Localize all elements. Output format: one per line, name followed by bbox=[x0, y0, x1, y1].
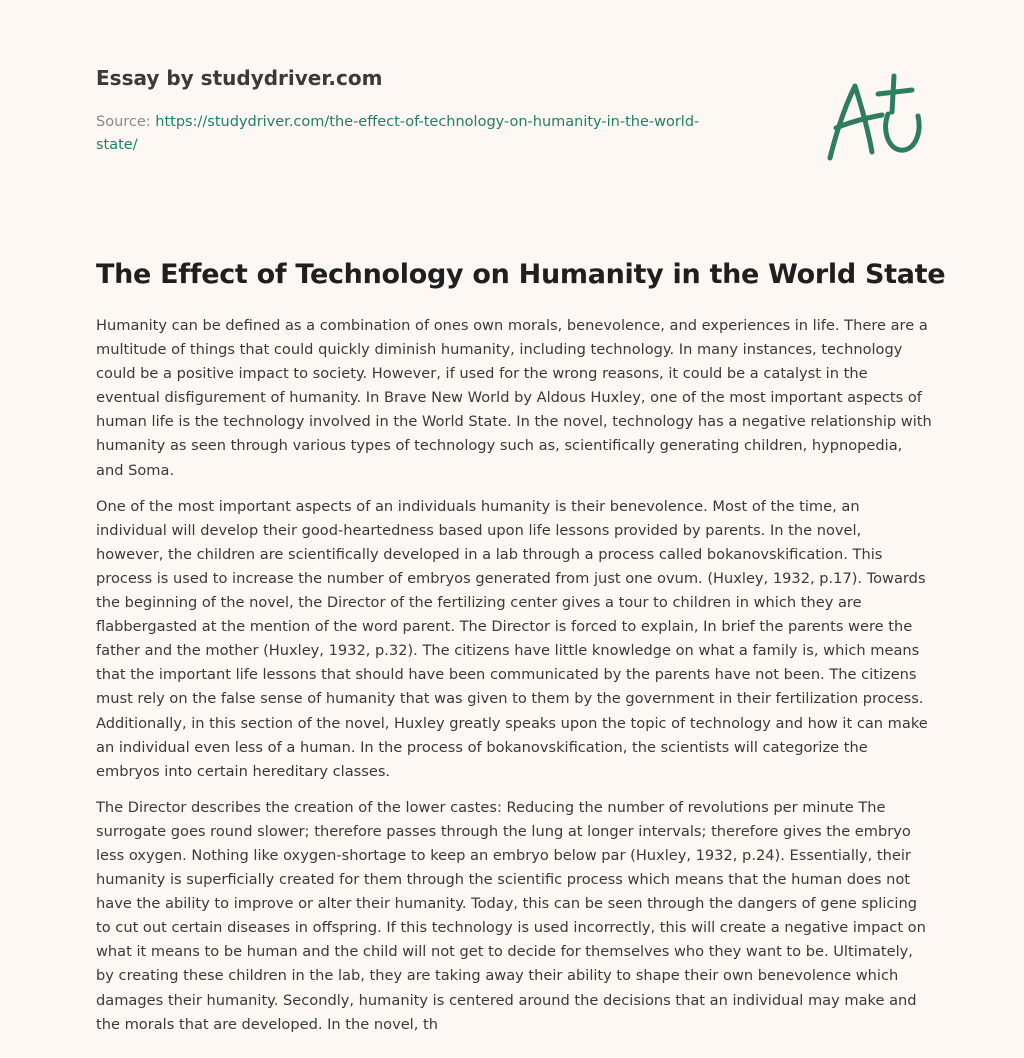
essay-header bbox=[96, 64, 736, 157]
paragraph: One of the most important aspects of an individuals humanity is their benevolence. Most of the time, an individual will develop their good-heartedness based upon life lessons provided by parents. In the novel, however, the children are scientifically developed in a lab through a process called bokanovskification. This process is used to increase the number of embryos generated from just one ovum. (Huxley, 1932, p.17). Towards the beginning of the novel, the Director of the fertilizing center gives a tour to children in which they are flabbergasted at the mention of the word parent. The Director is forced to explain, In brief the parents were the father and the mother (Huxley, 1932, p.32). The citizens have little knowledge on what a family is, which means that the important life lessons that should have been communicated by the parents have not been. The citizens must rely on the false sense of humanity that was given to them by the government in their fertilization process. Additionally, in this section of the novel, Huxley greatly speaks upon the topic of technology and how it can make an individual even less of a human. In the process of bokanovskification, the scientists will categorize the embryos into certain hereditary classes. bbox=[96, 497, 928, 780]
paragraph: Humanity can be defined as a combination of ones own morals, benevolence, and experiences in life. There are a multitude of things that could quickly diminish humanity, including technology. In many instances, technology could be a positive impact to society. However, if used for the wrong reasons, it could be a catalyst in the eventual disfigurement of humanity. In Brave New World by Aldous Huxley, one of the most important aspects of human life is the technology involved in the World State. In the novel, technology has a negative relationship with humanity as seen through various types of technology such as, scientifically generating children, hypnopedia, and Soma. bbox=[96, 317, 932, 479]
a-plus-logo bbox=[822, 68, 932, 168]
paragraph: The Director describes the creation of the lower castes: Reducing the number of revolutions per minute The surrogate goes round slower; therefore passes through the lung at longer intervals; therefore gives the embryo less oxygen. Nothing like oxygen-shortage to keep an embryo below par (Huxley, 1932, p.24). Essentially, their humanity is superficially created for them through the scientific process which means that the human does not have the ability to improve or alter their humanity. Today, this can be seen through the dangers of gene splicing to cut out certain diseases in offspring. If this technology is used incorrectly, this will create a negative impact on what it means to be human and the child will not get to decide for themselves who they want to be. Ultimately, by creating these children in the lab, they are taking away their ability to shape their own benevolence which damages their humanity. Secondly, humanity is centered around the decisions that an individual may make and the morals that are developed. In the novel, th bbox=[96, 798, 926, 1033]
brand-title: Essay by studydriver.com bbox=[96, 66, 383, 90]
a-plus-logo-icon bbox=[822, 68, 932, 168]
source-label: Source: bbox=[96, 114, 151, 130]
essay-body bbox=[96, 314, 932, 1049]
page-title: The Effect of Technology on Humanity in the World State bbox=[96, 259, 946, 290]
source-line bbox=[96, 111, 736, 157]
source-link[interactable]: https://studydriver.com/the-effect-of-technology-on-humanity-in-the-world-state/ bbox=[96, 114, 700, 153]
